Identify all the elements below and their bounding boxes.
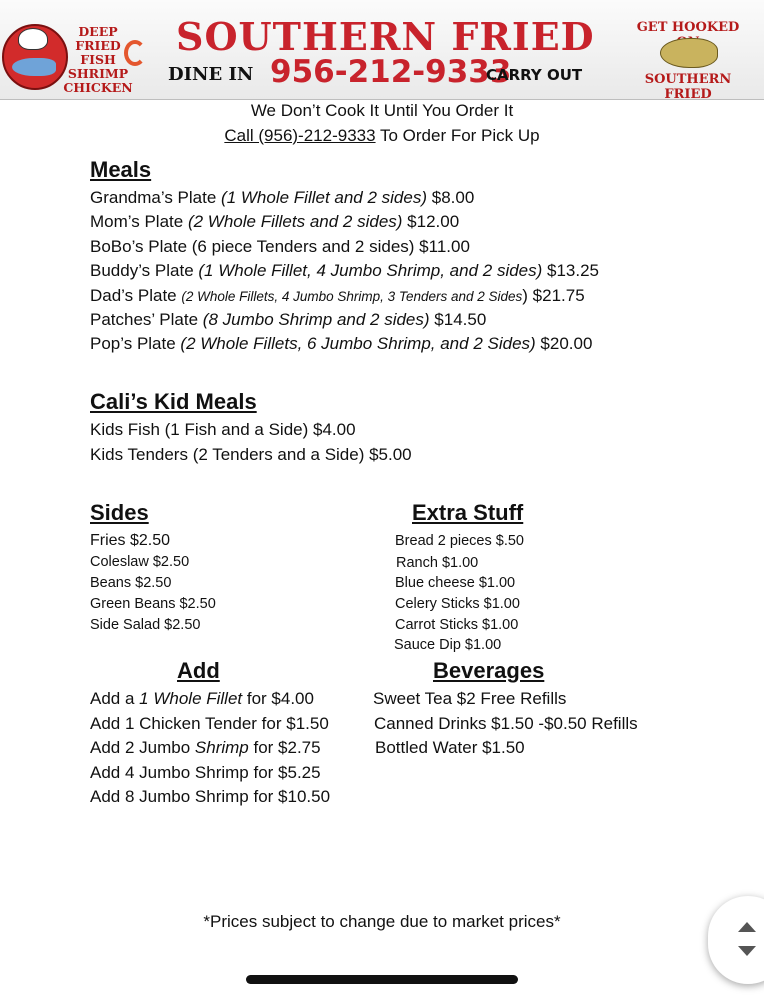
list-item [90,212,459,232]
list-item: Canned Drinks $1.50 -$0.50 Refills [374,714,638,733]
list-item [90,763,321,783]
list-item: Green Beans $2.50 [90,596,216,612]
header-banner [0,0,764,100]
meals-heading: Meals [90,157,152,182]
tagline-line: CHICKEN [63,80,133,95]
price-disclaimer: *Prices subject to change due to market prices* [203,912,561,931]
list-item [90,286,585,306]
list-item [90,237,470,257]
scroll-button[interactable] [708,896,764,984]
meal-price: ) $21.75 [522,286,585,305]
add-heading: Add [177,658,220,683]
meal-description: (2 Whole Fillets, 6 Jumbo Shrimp, and 2 Sides) [180,334,536,353]
list-item: Sauce Dip $1.00 [394,637,502,653]
list-item-text: Fries $2.50 [90,532,171,549]
list-item: Blue cheese $1.00 [395,575,516,591]
beverages-heading: Beverages [433,658,545,683]
order-line [0,126,764,146]
meal-price: $13.25 [542,261,600,280]
meal-description: (2 Whole Fillets and 2 sides) [187,212,403,231]
tagline-line: DEEP FRIED [75,24,121,53]
meal-price: $20.00 [535,334,593,353]
list-item: Carrot Sticks $1.00 [395,617,519,633]
list-item: Ranch $1.00 [396,555,479,571]
list-item [90,261,599,281]
list-item [90,787,330,807]
meal-name: Grandma’s Plate [90,188,222,207]
home-indicator[interactable] [246,975,518,984]
list-item [90,188,474,208]
list-item: Kids Fish (1 Fish and a Side) $4.00 [90,420,356,439]
meal-name: Mom’s Plate [90,212,188,231]
meal-description: (2 Whole Fillets, 4 Jumbo Shrimp, 3 Tenders and 2 Sides [181,289,523,304]
shrimp-icon [124,40,146,66]
add-item-part: for $2.75 [248,738,321,757]
meal-price: $14.50 [429,310,487,329]
extras-heading: Extra Stuff [412,500,524,525]
list-item: Celery Sticks $1.00 [395,596,520,612]
meal-name: Dad’s Plate [90,286,182,305]
add-item-part: Add 1 Chicken Tender for $1.50 [90,714,329,733]
add-item-part: Shrimp [194,738,249,757]
meal-name: Buddy’s Plate [90,261,199,280]
tagline-line: SHRIMP [67,66,129,81]
list-item: Beans $2.50 [90,575,172,591]
list-item: Bread 2 pieces $.50 [395,533,524,549]
fish-mascot-icon [660,38,718,68]
tagline-line: FISH [80,52,116,67]
list-item: Kids Tenders (2 Tenders and a Side) $5.00 [90,445,412,464]
add-item-part: 1 Whole Fillet [139,689,243,708]
meal-name: BoBo’s Plate (6 piece Tenders and 2 sides) $11.00 [90,237,470,256]
meal-price: $12.00 [402,212,460,231]
list-item [90,689,314,709]
arrow-down-icon[interactable] [738,946,756,956]
chef-hat-icon [18,28,48,50]
call-link[interactable]: Call (956)-212-9333 [224,126,376,145]
add-item-part: Add a [90,689,140,708]
meal-description: (1 Whole Fillet and 2 sides) [221,188,428,207]
kids-heading: Cali’s Kid Meals [90,389,257,414]
add-item-part: Add 8 Jumbo Shrimp for $10.50 [90,787,331,806]
add-item-part: for $4.00 [242,689,314,708]
dine-in-label: DINE IN [168,64,254,85]
list-item: Side Salad $2.50 [90,617,201,633]
list-item: Sweet Tea $2 Free Refills [373,689,567,708]
list-item [90,532,170,550]
list-item [90,310,486,330]
meal-name: Pop’s Plate [90,334,181,353]
brand-small: SOUTHERN FRIED [644,72,732,102]
add-item-part: Add 4 Jumbo Shrimp for $5.25 [90,763,321,782]
carry-out-label: CARRY OUT [486,66,583,84]
meal-name: Patches’ Plate [90,310,203,329]
meal-description: (1 Whole Fillet, 4 Jumbo Shrimp, and 2 sides) [198,261,543,280]
intro-line: We Don’t Cook It Until You Order It [250,101,514,120]
list-item: Coleslaw $2.50 [90,554,190,570]
hooked-slogan: GET HOOKED [636,20,740,35]
list-item [90,334,592,354]
phone-number[interactable]: 956-212-9333 [270,54,512,90]
sides-heading: Sides [90,500,149,525]
restaurant-logo [2,24,68,90]
arrow-up-icon[interactable] [738,922,756,932]
meal-price: $8.00 [427,188,475,207]
tagline-left [60,25,136,95]
brand-title: SOUTHERN FRIED [176,14,595,59]
order-text: To Order For Pick Up [375,126,540,145]
list-item [90,714,329,734]
fish-icon [12,58,56,76]
list-item: Bottled Water $1.50 [375,738,525,757]
meal-description: (8 Jumbo Shrimp and 2 sides) [202,310,430,329]
list-item [90,738,321,758]
add-item-part: Add 2 Jumbo [90,738,195,757]
